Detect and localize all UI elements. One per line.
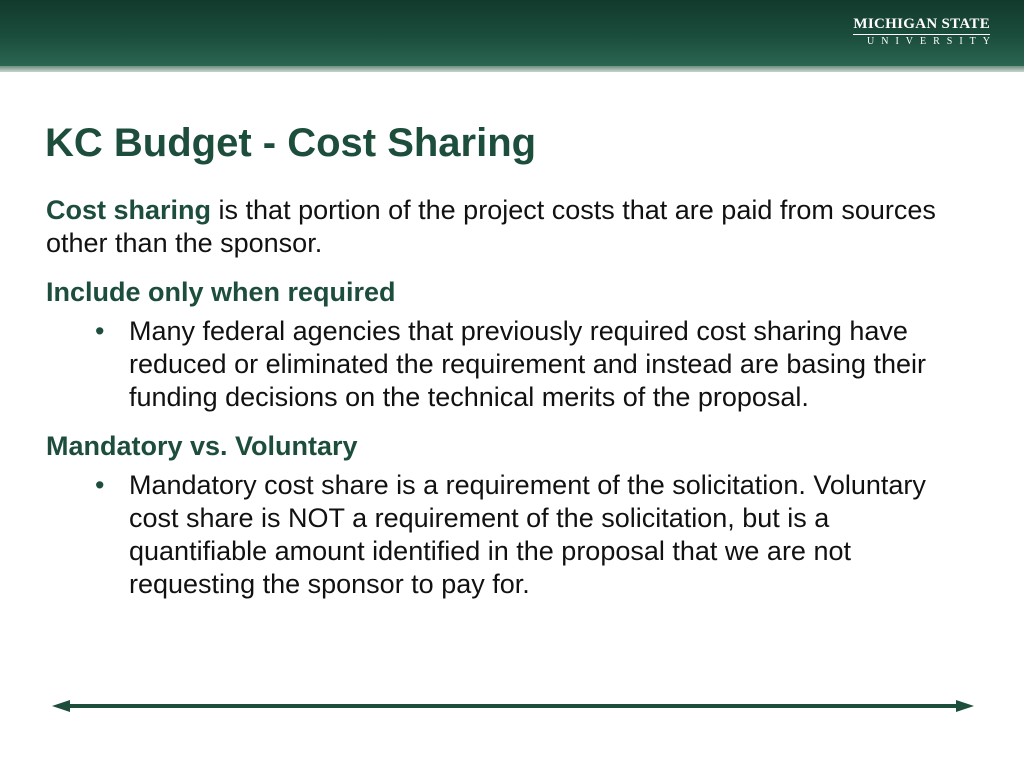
bullet-item-mandatory	[95, 469, 946, 601]
bullet-text-required: Many federal agencies that previously required cost sharing have reduced or eliminated the requirement and instead are basing their funding decisions on the technical merits of the proposal.	[129, 316, 926, 412]
bullet-dot: •	[95, 316, 105, 346]
logo-line-2: UNIVERSITY	[867, 36, 997, 47]
logo-line-1: MICHIGAN STATE	[853, 16, 990, 35]
slide-body	[46, 194, 946, 617]
double-arrow-divider	[52, 696, 974, 716]
intro-term: Cost sharing	[46, 195, 212, 225]
university-logo	[853, 16, 997, 49]
intro-text: is that portion of the project costs that are paid from sources other than the sponsor.	[46, 195, 936, 258]
bullet-dot: •	[95, 470, 105, 500]
section-heading-mandatory: Mandatory vs. Voluntary	[46, 431, 358, 461]
left-arrowhead-icon	[52, 700, 70, 712]
right-arrowhead-icon	[956, 700, 974, 712]
bullet-text-mandatory: Mandatory cost share is a requirement of the solicitation. Voluntary cost share is NOT a requirement of the solicitation, but is a quantifiable amount identified in the proposal that we are not requesting the sponsor to pay for.	[129, 470, 926, 599]
bullet-item-required	[95, 315, 946, 414]
header-stripe	[0, 66, 1024, 72]
section-heading-required: Include only when required	[46, 277, 396, 307]
intro-paragraph	[46, 194, 946, 260]
slide-title: KC Budget - Cost Sharing	[45, 121, 537, 165]
